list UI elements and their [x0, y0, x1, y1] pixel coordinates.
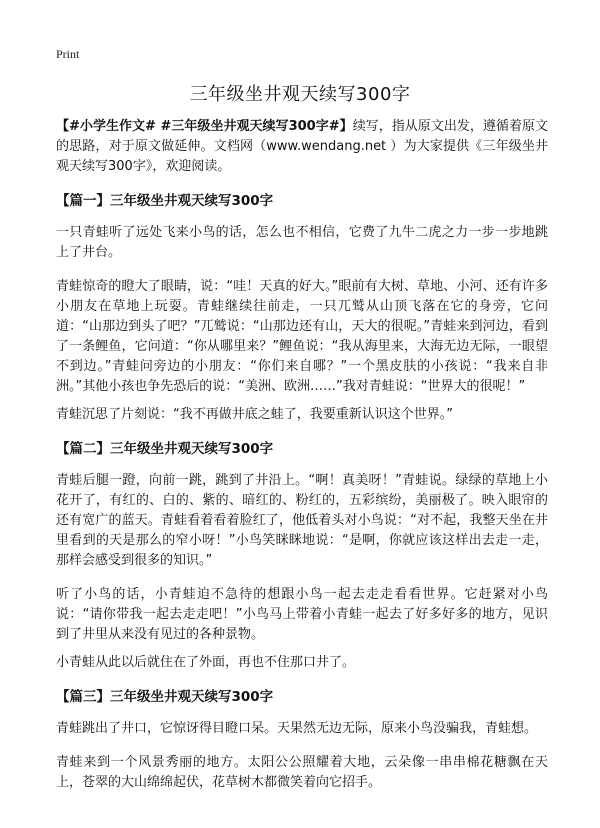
print-link[interactable]: Print — [56, 47, 80, 61]
section-1-paragraph-1: 一只青蛙听了远处飞来小鸟的话，怎么也不相信，它费了九牛二虎之力一步一步地跳上了井台。 — [56, 225, 548, 260]
section-1-paragraph-3: 青蛙沉思了片刻说：“我不再做井底之蛙了，我要重新认识这个世界。” — [56, 407, 453, 422]
intro-paragraph — [56, 117, 548, 177]
page-title: 三年级坐井观天续写300字 — [189, 84, 411, 105]
article-body — [56, 117, 548, 807]
section-2-paragraph-2: 听了小鸟的话，小青蛙迫不急待的想跟小鸟一起去走走看看世界。它赶紧对小鸟说：“请你带我一起去走走吧！”小鸟马上带着小青蛙一起去了好多好多的地方，见识到了井里从来没有见过的各种景物。 — [56, 587, 548, 642]
intro-text: 续写，指从原文出发，遵循着原文的思路，对于原文做延伸。文档网（www.wendang.net ）为大家提供《三年级坐井观天续写300字》，欢迎阅读。 — [56, 119, 548, 174]
section-3-paragraph-2: 青蛙来到一个风景秀丽的地方。太阳公公照耀着大地，云朵像一串串棉花糖飘在天上，苍翠的大山绵绵起伏，花草树木都微笑着向它招手。 — [56, 755, 548, 790]
section-2-paragraph-1: 青蛙后腿一蹬，向前一跳，跳到了井沿上。“啊！真美呀！”青蛙说。绿绿的草地上小花开了，有红的、白的、紫的、暗红的、粉红的，五彩缤纷，美丽极了。映入眼帘的还有宽广的蓝天。青蛙看着看着脸红了，他低着头对小鸟说：“对不起，我整天坐在井里看到的天是那么的窄小呀！”小鸟笑眯眯地说：“是啊，你就应该这样出去走一走，那样会感受到很多的知识。” — [56, 473, 548, 568]
section-heading-3: 【篇三】三年级坐井观天续写300字 — [56, 689, 274, 705]
section-heading-2: 【篇二】三年级坐井观天续写300字 — [56, 441, 274, 457]
section-heading-1: 【篇一】三年级坐井观天续写300字 — [56, 193, 274, 209]
section-3-paragraph-1: 青蛙跳出了井口，它惊讶得目瞪口呆。天果然无边无际，原来小鸟没骗我，青蛙想。 — [56, 721, 538, 736]
section-2-paragraph-3: 小青蛙从此以后就住在了外面，再也不住那口井了。 — [56, 655, 356, 670]
intro-tag: 【#小学生作文# #三年级坐井观天续写300字#】 — [56, 119, 353, 134]
section-1-paragraph-2: 青蛙惊奇的瞪大了眼睛，说：“哇！天真的好大。”眼前有大树、草地、小河、还有许多小朋友在草地上玩耍。青蛙继续往前走，一只兀鹫从山顶飞落在它的身旁，它问道：“山那边到头了吧？”兀鹫说：“山那边还有山，天大的很呢。”青蛙来到河边，看到了一条鲤鱼，它问道：“你从哪里来？”鲤鱼说：“我从海里来，大海无边无际，一眼望不到边。”青蛙问旁边的小朋友：“你们来自哪？”一个黑皮肤的小孩说：“我来自非洲。”其他小孩也争先恐后的说：“美洲、欧洲……”我对青蛙说：“世界大的很呢！” — [56, 279, 548, 394]
